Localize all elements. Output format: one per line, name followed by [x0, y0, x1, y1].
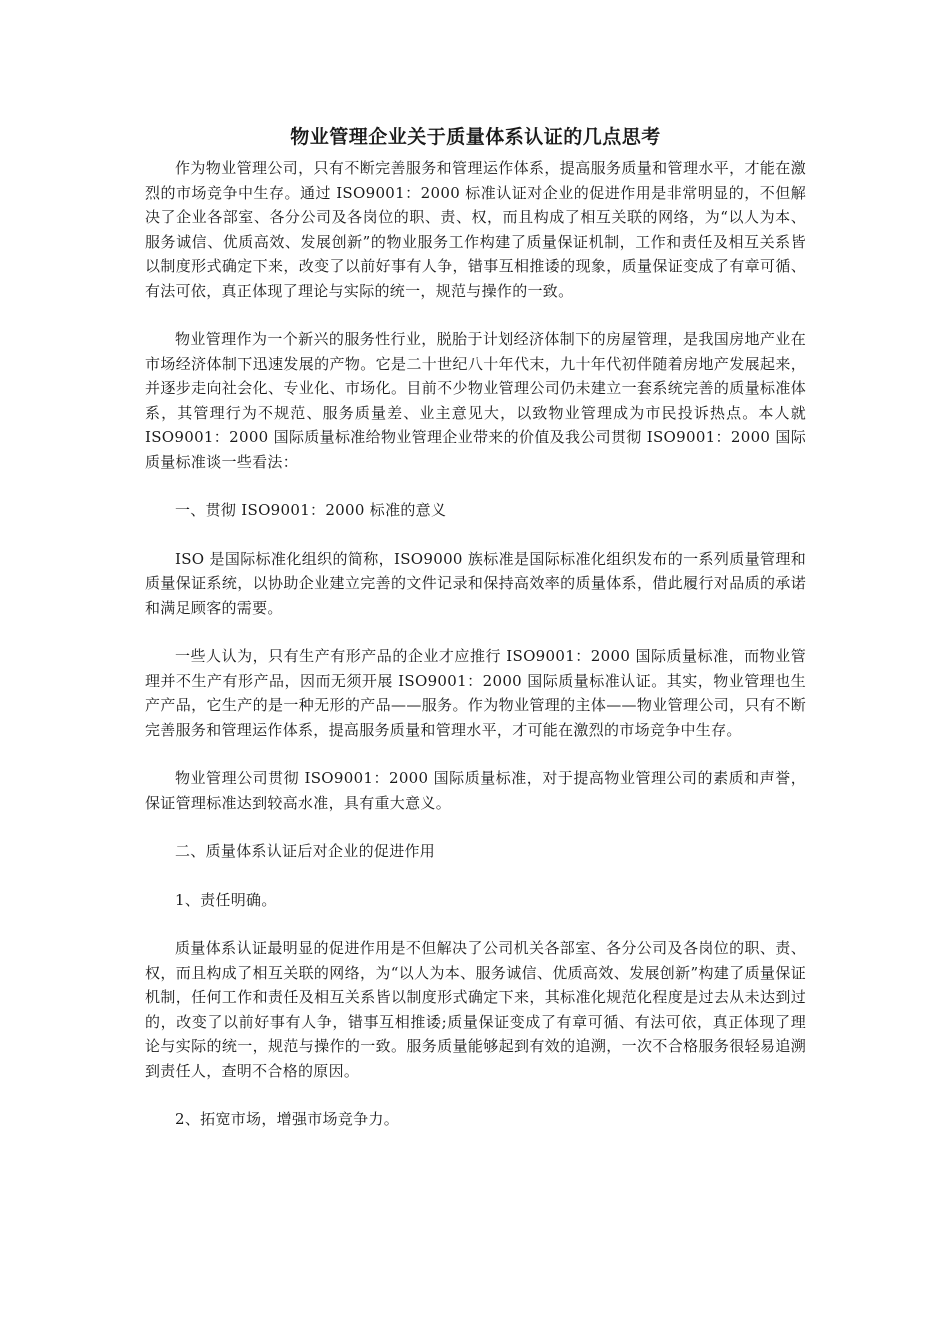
section-heading-significance: 一、贯彻 ISO9001：2000 标准的意义 — [175, 501, 447, 519]
paragraph-significance-summary: 物业管理公司贯彻 ISO9001：2000 国际质量标准，对于提高物业管理公司的素质和声誉，保证管理标准达到较高水准，具有重大意义。 — [145, 769, 806, 812]
paragraph-service-product: 一些人认为，只有生产有形产品的企业才应推行 ISO9001：2000 国际质量标准，而物业管理并不生产有形产品，因而无须开展 ISO9001：2000 国际质量标准认证。其实，物业管理也生产产品，它生产的是一种无形的产品——服务。作为物业管理的主体——物业管理公司，只有不断完善服务和管理运作体系，提高服务质量和管理水平，才可能在激烈的市场竞争中生存。 — [145, 647, 806, 739]
subheading-responsibility: 1、责任明确。 — [175, 890, 277, 909]
paragraph-responsibility: 质量体系认证最明显的促进作用是不但解决了公司机关各部室、各分公司及各岗位的职、责、权，而且构成了相互关联的网络，为“以人为本、服务诚信、优质高效、发展创新”构建了质量保证机制，任何工作和责任及相互关系皆以制度形式确定下来，其标准化规范化程度是过去从未达到过的，改变了以前好事有人争，错事互相推诿;质量保证变成了有章可循、有法可依，真正体现了理论与实际的统一，规范与操作的一致。服务质量能够起到有效的追溯，一次不合格服务很轻易追溯到责任人，查明不合格的原因。 — [145, 939, 806, 1080]
paragraph-intro: 作为物业管理公司，只有不断完善服务和管理运作体系，提高服务质量和管理水平，才能在激烈的市场竞争中生存。通过 ISO9001：2000 标准认证对企业的促进作用是非常明显的，不但解决了企业各部室、各分公司及各岗位的职、责、权，而且构成了相互关联的网络，为“以人为本、服务诚信、优质高效、发展创新”的物业服务工作构建了质量保证机制，工作和责任及相互关系皆以制度形式确定下来，改变了以前好事有人争，错事互相推诿的现象，质量保证变成了有章可循、有法可依，真正体现了理论与实际的统一，规范与操作的一致。 — [145, 159, 806, 300]
document-title: 物业管理企业关于质量体系认证的几点思考 — [290, 126, 661, 148]
subheading-market: 2、拓宽市场，增强市场竞争力。 — [175, 1110, 400, 1128]
paragraph-industry-background: 物业管理作为一个新兴的服务性行业，脱胎于计划经济体制下的房屋管理，是我国房地产业在市场经济体制下迅速发展的产物。它是二十世纪八十年代末，九十年代初伴随着房地产发展起来，并逐步走向社会化、专业化、市场化。目前不少物业管理公司仍未建立一套系统完善的质量标准体系，其管理行为不规范、服务质量差、业主意见大，以致物业管理成为市民投诉热点。本人就 ISO9001：2000 国际质量标准给物业管理企业带来的价值及我公司贯彻 ISO9001：2000 国际质量标准谈一些看法： — [145, 330, 806, 471]
section-heading-promotion: 二、质量体系认证后对企业的促进作用 — [175, 842, 436, 860]
paragraph-iso-definition: ISO 是国际标准化组织的简称，ISO9000 族标准是国际标准化组织发布的一系列质量管理和质量保证系统，以协助企业建立完善的文件记录和保持高效率的质量体系，借此履行对品质的承诺和满足顾客的需要。 — [145, 549, 806, 617]
